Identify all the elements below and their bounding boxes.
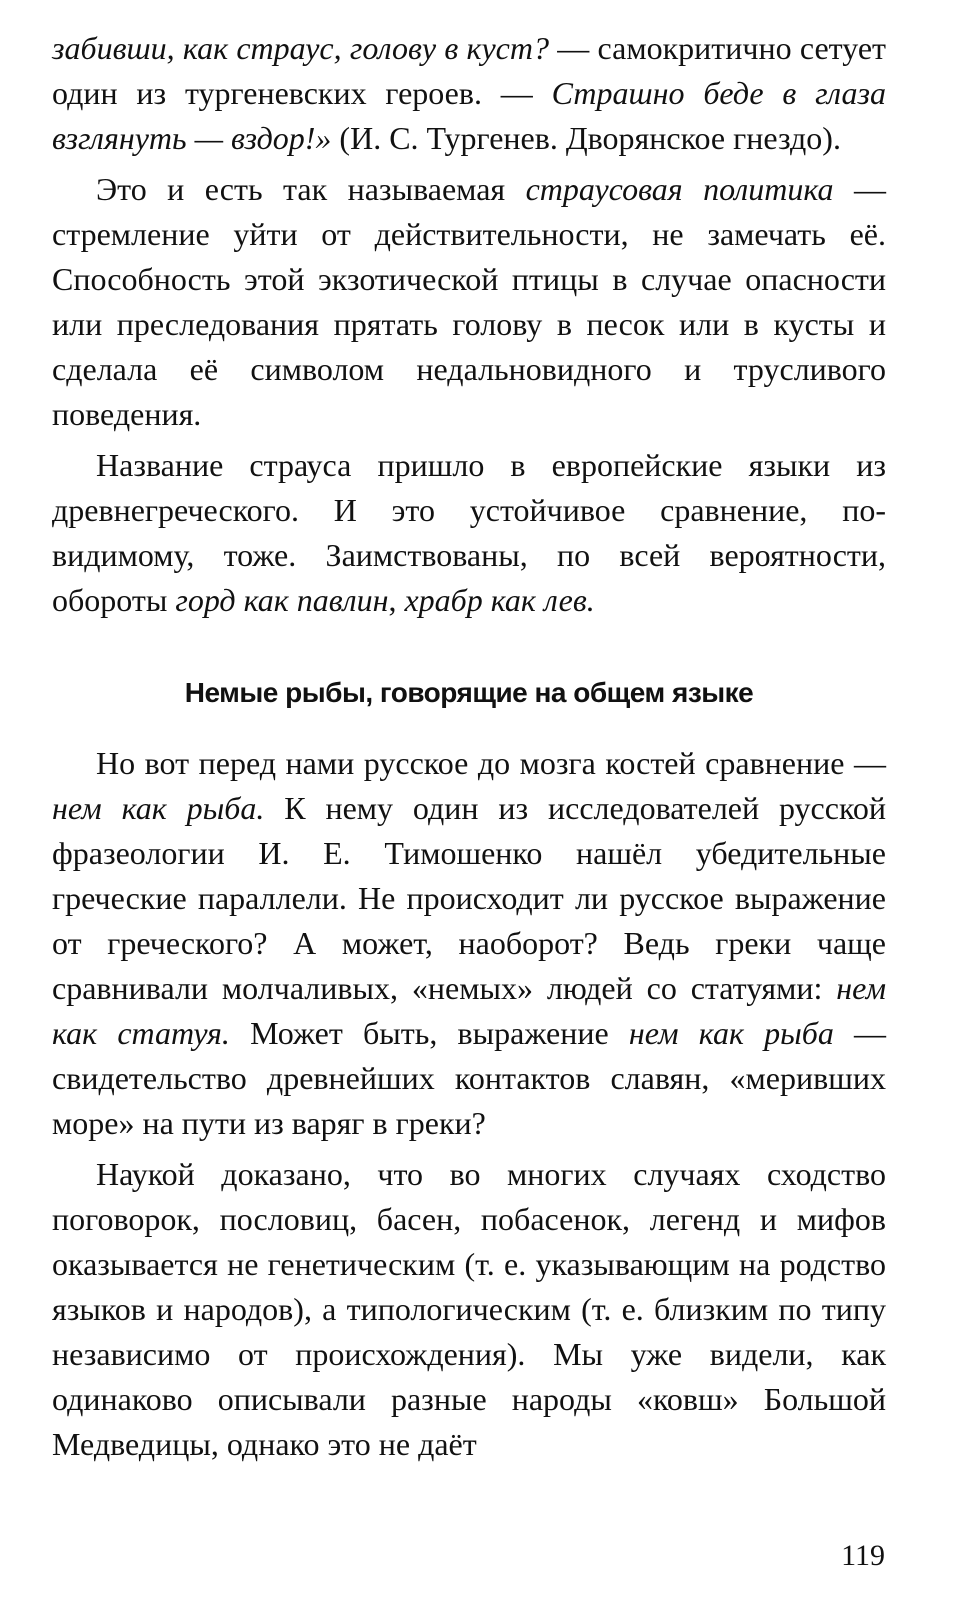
page-number: 119: [841, 1539, 885, 1572]
paragraph-ostrich-name: [52, 443, 886, 623]
paragraph-text: Наукой доказано, что во многих случаях сходство поговорок, пословиц, басен, побасенок, легенд и мифов оказывается не генетическим (т. е. указывающим на родство языков и народов), а типологическим (т. е. близким по типу независимо от происхождения). Мы уже видели, как одинаково описывали разные народы «ковш» Большой Медведицы, однако это не даёт: [52, 1156, 886, 1462]
italic-term: горд как павлин: [175, 582, 389, 618]
paragraph-mute-fish: [52, 741, 886, 1146]
italic-term: страусовая политика: [525, 171, 834, 207]
paragraph-text: Название страуса пришло в европейские языки из древнегреческого. И это устойчивое сравнение, по-видимому, тоже. Заимствованы, по всей вероятности, обороты: [52, 447, 886, 618]
paragraph-text: ,: [388, 582, 405, 618]
paragraph-continuation: [52, 26, 886, 161]
italic-quote: Страшно беде в глаза взглянуть — вздор!»: [52, 75, 887, 156]
paragraph-ostrich-politics: [52, 167, 886, 437]
paragraph-text: Это и есть так называемая: [96, 171, 526, 207]
section-heading: Немые рыбы, говорящие на общем языке: [184, 677, 754, 708]
paragraph-text: — свидетельство древнейших контактов славян, «меривших море» на пути из варяг в греки?: [52, 1015, 887, 1141]
italic-term: храбр как лев.: [404, 582, 595, 618]
paragraph-text: — стремление уйти от действительности, не замечать её. Способность этой экзотической птицы в случае опасности или преследования прятать голову в песок или в кусты и сделала её символом недальновидного и трусливого поведения.: [52, 171, 886, 432]
italic-quote: забивши, как страус, голову в куст?: [52, 30, 549, 66]
paragraph-text: Может быть, выражение: [229, 1015, 629, 1051]
italic-term: нем как рыба.: [52, 790, 265, 826]
paragraph-text: — самокритично сетует один из тургеневских героев. —: [52, 30, 887, 111]
italic-term: нем как рыба: [628, 1015, 834, 1051]
italic-term: нем как статуя.: [52, 970, 886, 1051]
paragraph-text: (И. С. Тургенев. Дворянское гнездо).: [331, 120, 841, 156]
paragraph-typological: [52, 1152, 886, 1467]
paragraph-text: Но вот перед нами русское до мозга костей сравнение —: [96, 745, 886, 781]
book-page: [52, 26, 886, 1467]
paragraph-text: К нему один из исследователей русской фразеологии И. Е. Тимошенко нашёл убедительные греческие параллели. Не происходит ли русское выражение от греческого? А может, наоборот? Ведь греки чаще сравнивали молчаливых, «немых» людей со статуями:: [52, 790, 887, 1006]
